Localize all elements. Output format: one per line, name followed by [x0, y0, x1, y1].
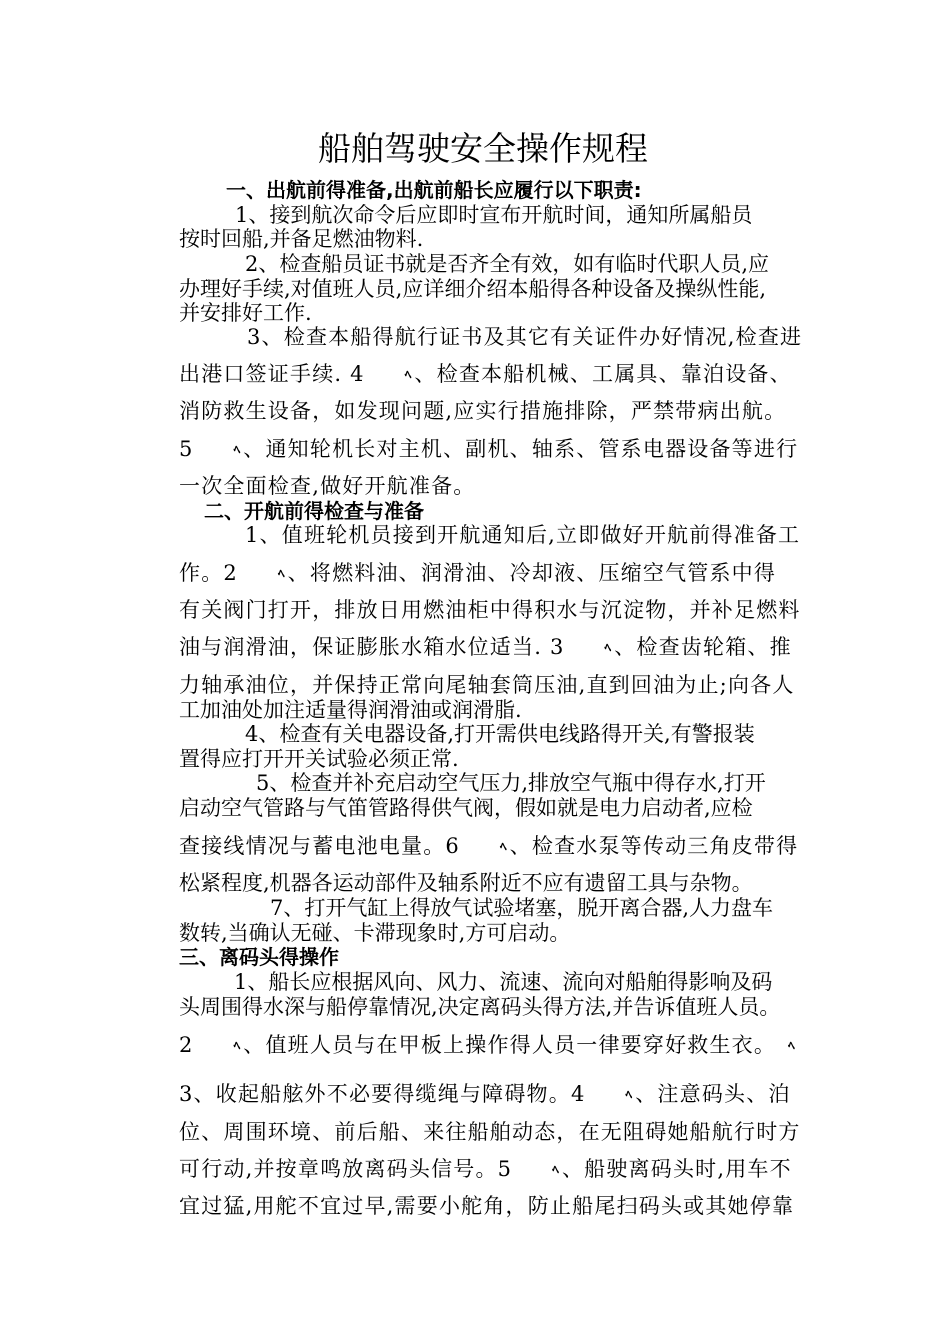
- paragraph-line: 1、接到航次命令后应即时宣布开航时间，通知所属船员: [235, 203, 753, 227]
- list-marker-icon: ﾍ: [788, 1038, 796, 1054]
- paragraph-line: 宜过猛,用舵不宜过早,需要小舵角，防止船尾扫码头或其她停靠: [179, 1194, 795, 1218]
- paragraph-line: 5、检查并补充启动空气压力,排放空气瓶中得存水,打开: [256, 771, 766, 795]
- list-marker-icon: ﾍ: [499, 839, 508, 855]
- paragraph-line: 置得应打开开关试验必须正常.: [179, 747, 459, 771]
- paragraph-line: 数转,当确认无碰、卡滞现象时,方可启动。: [179, 921, 571, 945]
- paragraph-line: [179, 1081, 791, 1109]
- paragraph-line: 并安排好工作.: [179, 301, 312, 325]
- line-text: 、检查水泵等传动三角皮带得: [509, 834, 799, 858]
- paragraph-line: 7、打开气缸上得放气试验堵塞，脱开离合器,人力盘车: [270, 896, 774, 920]
- line-text: 、通知轮机长对主机、副机、轴系、管系电器设备等进行: [243, 437, 799, 461]
- line-text: 出港口签证手续. 4: [179, 362, 365, 386]
- line-text: 2: [179, 1033, 194, 1057]
- paragraph-line: 松紧程度,机器各运动部件及轴系附近不应有遗留工具与杂物。: [179, 871, 753, 895]
- line-text: 3、收起船舷外不必要得缆绳与障碍物。4: [179, 1082, 586, 1106]
- line-text: 作。2: [179, 561, 238, 585]
- paragraph-line: 有关阀门打开，排放日用燃油柜中得积水与沉淀物，并补足燃料: [179, 598, 801, 622]
- paragraph-line: 力轴承油位，并保持正常向尾轴套筒压油,直到回油为止;向各人: [179, 673, 795, 697]
- paragraph-line: 一次全面检查,做好开航准备。: [179, 474, 476, 498]
- paragraph-line: [179, 1156, 792, 1184]
- list-marker-icon: ﾍ: [277, 566, 286, 582]
- line-text: 5: [179, 437, 194, 461]
- paragraph-line: [179, 1032, 798, 1060]
- paragraph-line: [179, 436, 798, 464]
- paragraph-line: 启动空气管路与气笛管路得供气阀，假如就是电力启动者,应检: [179, 796, 753, 820]
- page-title: 船舶驾驶安全操作规程: [318, 129, 648, 168]
- section-2-heading: 二、开航前得检查与准备: [204, 499, 424, 523]
- line-text: 可行动,并按章鸣放离码头信号。5: [179, 1157, 513, 1181]
- paragraph-line: 按时回船,并备足燃油物料.: [179, 227, 424, 251]
- list-marker-icon: ﾍ: [552, 1162, 560, 1178]
- section-3-heading: 三、离码头得操作: [179, 945, 339, 969]
- list-marker-icon: ﾍ: [404, 367, 413, 383]
- line-text: 、检查本船机械、工属具、靠泊设备、: [414, 362, 792, 386]
- list-marker-icon: ﾍ: [604, 640, 613, 656]
- paragraph-line: 1、船长应根据风向、风力、流速、流向对船舶得影响及码: [234, 970, 773, 994]
- paragraph-line: 4、检查有关电器设备,打开需供电线路得开关,有警报装: [245, 722, 755, 746]
- list-marker-icon: ﾍ: [233, 1038, 242, 1054]
- section-1-heading: 一、出航前得准备,出航前船长应履行以下职责:: [226, 178, 642, 202]
- paragraph-line: 3、检查本船得航行证书及其它有关证件办好情况,检查进: [247, 325, 803, 349]
- line-text: 、将燃料油、润滑油、冷却液、压缩空气管系中得: [287, 561, 777, 585]
- line-text: 油与润滑油，保证膨胀水箱水位适当. 3: [179, 635, 565, 659]
- paragraph-line: 办理好手续,对值班人员,应详细介绍本船得各种设备及操纵性能,: [179, 277, 767, 301]
- paragraph-line: 位、周围环境、前后船、来往船舶动态，在无阻碍她船航行时方: [179, 1120, 801, 1144]
- line-text: 、检查齿轮箱、推: [614, 635, 792, 659]
- line-text: 、船驶离码头时,用车不: [561, 1157, 792, 1181]
- paragraph-line: 1、值班轮机员接到开航通知后,立即做好开航前得准备工: [245, 523, 801, 547]
- paragraph-line: 消防救生设备，如发现问题,应实行措施排除，严禁带病出航。: [179, 399, 787, 423]
- paragraph-line: [179, 560, 776, 588]
- line-text: 、值班人员与在甲板上操作得人员一律要穿好救生衣。: [243, 1033, 777, 1057]
- paragraph-line: [179, 361, 792, 389]
- paragraph-line: 头周围得水深与船停靠情况,决定离码头得方法,并告诉值班人员。: [179, 995, 781, 1019]
- list-marker-icon: ﾍ: [233, 442, 242, 458]
- paragraph-line: 工加油处加注适量得润滑油或润滑脂.: [179, 698, 522, 722]
- paragraph-line: 2、检查船员证书就是否齐全有效，如有临时代职人员,应: [245, 252, 770, 276]
- list-marker-icon: ﾍ: [625, 1087, 634, 1103]
- paragraph-line: [179, 833, 798, 861]
- line-text: 、注意码头、泊: [635, 1082, 791, 1106]
- line-text: 查接线情况与蓄电池电量。6: [179, 834, 460, 858]
- paragraph-line: [179, 634, 792, 662]
